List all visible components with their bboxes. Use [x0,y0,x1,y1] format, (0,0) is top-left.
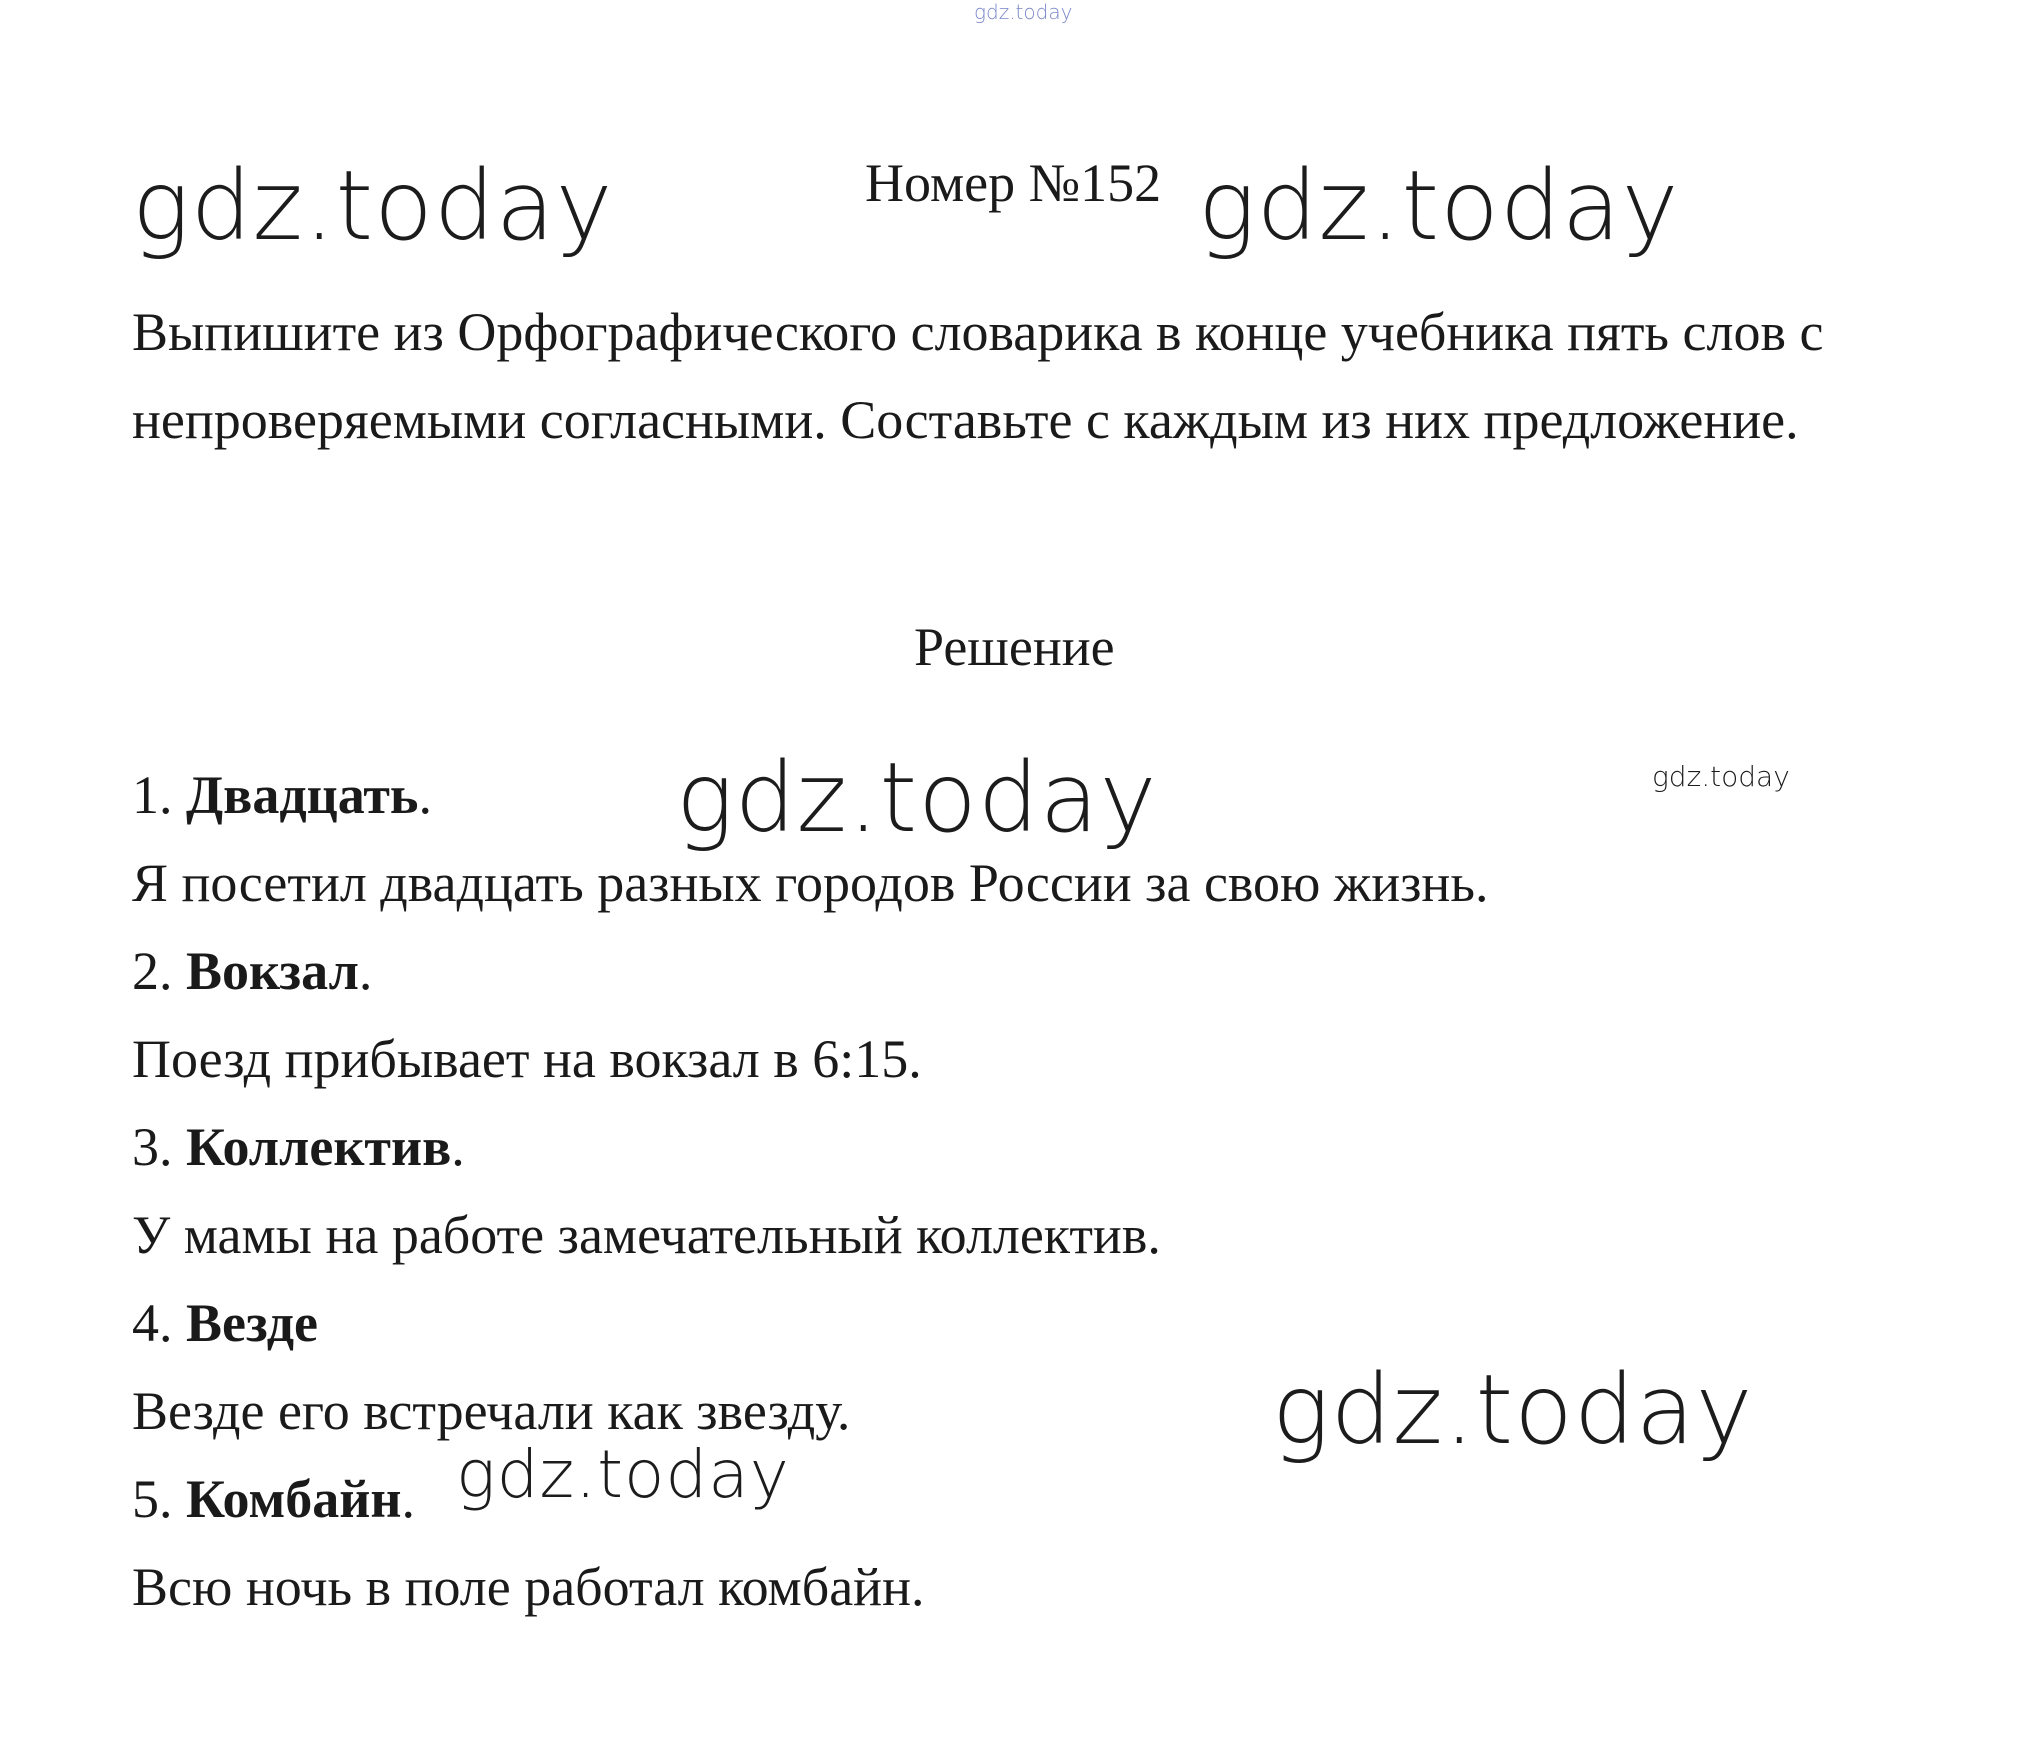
item-5-heading: 5. Комбайн. [132,1469,415,1529]
watermark-top: gdz.today [974,0,1073,24]
item-2-heading: 2. Вокзал. [132,941,373,1001]
watermark-4: gdz.today [1652,760,1790,793]
task-text: Выпишите из Орфографического словарика в конце учебника пять слов с непроверяемыми согласными. Составьте с каждым из них предложение. [132,302,1824,450]
item-4-heading: 4. Везде [132,1293,318,1353]
solution-heading: Решение [914,617,1115,677]
item-1-sentence: Я посетил двадцать разных городов России за свою жизнь. [132,853,1489,913]
item-3-heading: 3. Коллектив. [132,1117,465,1177]
item-5-sentence: Всю ночь в поле работал комбайн. [132,1557,925,1617]
page-title: Номер №152 [865,153,1162,213]
item-5-word: Комбайн [186,1469,402,1529]
watermark-3: gdz.today [676,742,1158,854]
item-1-heading: 1. Двадцать. [132,765,432,825]
watermark-5: gdz.today [1272,1354,1754,1466]
item-2-sentence: Поезд прибывает на вокзал в 6:15. [132,1029,922,1089]
watermark-2: gdz.today [1198,150,1680,262]
item-3-word: Коллектив [186,1117,452,1177]
item-2-word: Вокзал [186,941,359,1001]
item-3-sentence: У мамы на работе замечательный коллектив. [132,1205,1161,1265]
watermark-6: gdz.today [456,1436,790,1513]
item-1-word: Двадцать [186,765,419,825]
item-4-sentence: Везде его встречали как звезду. [132,1381,851,1441]
item-4-word: Везде [186,1293,318,1353]
watermark-1: gdz.today [132,150,614,262]
